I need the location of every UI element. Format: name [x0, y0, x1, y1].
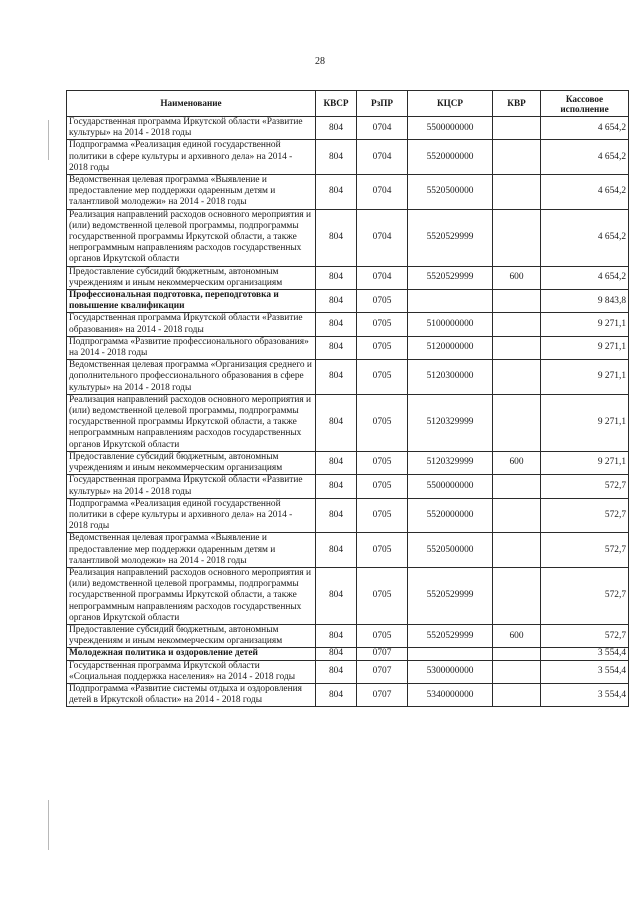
- cell-kcsr: 5300000000: [408, 660, 493, 683]
- cell-kcsr: 5520500000: [408, 175, 493, 210]
- cell-name: Подпрограмма «Развитие системы отдыха и оздоровления детей в Иркутской области» на 2014 - 2018 годы: [67, 683, 316, 706]
- table-row: [67, 475, 629, 498]
- table-header-row: [67, 91, 629, 117]
- cell-rzpr: 0705: [357, 451, 408, 474]
- cell-kvsr: 804: [316, 117, 357, 140]
- cell-name: Реализация направлений расходов основного мероприятия и (или) ведомственной целевой программы, подпрограммы государственной программы Иркутской области, а также непрограммным направлениям расходов государственных органов Иркутской области: [67, 567, 316, 624]
- cell-kvsr: 804: [316, 175, 357, 210]
- cell-name: Государственная программа Иркутской области «Развитие образования» на 2014 - 2018 годы: [67, 313, 316, 336]
- cell-amount: 4 654,2: [541, 266, 629, 289]
- cell-kcsr: 5520500000: [408, 533, 493, 568]
- cell-kvr: [493, 683, 541, 706]
- cell-amount: 572,7: [541, 533, 629, 568]
- cell-rzpr: 0705: [357, 567, 408, 624]
- cell-kcsr: 5120300000: [408, 360, 493, 395]
- cell-amount: 3 554,4: [541, 683, 629, 706]
- cell-kvr: [493, 648, 541, 660]
- cell-kcsr: 5520000000: [408, 140, 493, 175]
- cell-kcsr: 5520529999: [408, 209, 493, 266]
- cell-amount: 4 654,2: [541, 175, 629, 210]
- cell-amount: 9 271,1: [541, 336, 629, 359]
- cell-kvr: [493, 498, 541, 533]
- cell-amount: 3 554,4: [541, 660, 629, 683]
- header-kcsr: КЦСР: [408, 91, 493, 117]
- cell-kcsr: [408, 648, 493, 660]
- cell-rzpr: 0704: [357, 175, 408, 210]
- cell-rzpr: 0704: [357, 209, 408, 266]
- cell-kvsr: 804: [316, 266, 357, 289]
- cell-kvr: [493, 336, 541, 359]
- cell-name: Ведомственная целевая программа «Организация среднего и дополнительного профессионального образования в сфере культуры» на 2014 - 2018 годы: [67, 360, 316, 395]
- cell-kvsr: 804: [316, 498, 357, 533]
- table-row: [67, 394, 629, 451]
- cell-amount: 4 654,2: [541, 209, 629, 266]
- cell-kvr: [493, 567, 541, 624]
- cell-name: Подпрограмма «Реализация единой государственной политики в сфере культуры и архивного дела» на 2014 - 2018 годы: [67, 140, 316, 175]
- cell-kvr: [493, 313, 541, 336]
- cell-amount: 9 271,1: [541, 394, 629, 451]
- cell-kvsr: 804: [316, 567, 357, 624]
- cell-kvsr: 804: [316, 140, 357, 175]
- table-row: [67, 624, 629, 647]
- table-row: [67, 683, 629, 706]
- cell-kcsr: [408, 290, 493, 313]
- cell-kvsr: 804: [316, 451, 357, 474]
- cell-kvr: [493, 175, 541, 210]
- cell-kvsr: 804: [316, 313, 357, 336]
- cell-amount: 4 654,2: [541, 117, 629, 140]
- header-amount: Кассовое исполнение: [541, 91, 629, 117]
- binding-margin-line: [48, 120, 49, 160]
- cell-kvr: [493, 117, 541, 140]
- cell-name: Государственная программа Иркутской области «Развитие культуры» на 2014 - 2018 годы: [67, 475, 316, 498]
- cell-kcsr: 5340000000: [408, 683, 493, 706]
- cell-name: Государственная программа Иркутской области «Развитие культуры» на 2014 - 2018 годы: [67, 117, 316, 140]
- cell-kvsr: 804: [316, 209, 357, 266]
- table-row: [67, 498, 629, 533]
- cell-kcsr: 5520529999: [408, 567, 493, 624]
- cell-rzpr: 0704: [357, 117, 408, 140]
- table-row: [67, 336, 629, 359]
- table-row: [67, 648, 629, 660]
- cell-kcsr: 5520000000: [408, 498, 493, 533]
- cell-kvsr: 804: [316, 683, 357, 706]
- cell-rzpr: 0705: [357, 290, 408, 313]
- cell-kvr: [493, 475, 541, 498]
- table-row: [67, 567, 629, 624]
- cell-kvr: [493, 290, 541, 313]
- cell-rzpr: 0707: [357, 683, 408, 706]
- cell-kvsr: 804: [316, 394, 357, 451]
- cell-kcsr: 5500000000: [408, 475, 493, 498]
- cell-rzpr: 0705: [357, 498, 408, 533]
- cell-name: Молодежная политика и оздоровление детей: [67, 648, 316, 660]
- cell-rzpr: 0705: [357, 533, 408, 568]
- table-row: [67, 290, 629, 313]
- table-row: [67, 209, 629, 266]
- table-row: [67, 451, 629, 474]
- cell-kcsr: 5100000000: [408, 313, 493, 336]
- cell-amount: 9 843,8: [541, 290, 629, 313]
- cell-kcsr: 5520529999: [408, 624, 493, 647]
- header-kvr: КВР: [493, 91, 541, 117]
- cell-kcsr: 5120329999: [408, 394, 493, 451]
- cell-rzpr: 0707: [357, 660, 408, 683]
- cell-amount: 3 554,4: [541, 648, 629, 660]
- cell-amount: 4 654,2: [541, 140, 629, 175]
- cell-kvr: [493, 660, 541, 683]
- cell-kvr: 600: [493, 451, 541, 474]
- cell-kcsr: 5500000000: [408, 117, 493, 140]
- cell-kvsr: 804: [316, 660, 357, 683]
- cell-rzpr: 0705: [357, 336, 408, 359]
- cell-kvsr: 804: [316, 360, 357, 395]
- cell-kvr: 600: [493, 266, 541, 289]
- cell-amount: 572,7: [541, 624, 629, 647]
- cell-kvr: 600: [493, 624, 541, 647]
- table-row: [67, 175, 629, 210]
- cell-name: Предоставление субсидий бюджетным, автономным учреждениям и иным некоммерческим организациям: [67, 451, 316, 474]
- cell-kvr: [493, 394, 541, 451]
- cell-kvr: [493, 533, 541, 568]
- cell-name: Подпрограмма «Развитие профессионального образования» на 2014 - 2018 годы: [67, 336, 316, 359]
- cell-kvr: [493, 360, 541, 395]
- cell-rzpr: 0705: [357, 313, 408, 336]
- cell-name: Подпрограмма «Реализация единой государственной политики в сфере культуры и архивного дела» на 2014 - 2018 годы: [67, 498, 316, 533]
- budget-table: [66, 90, 629, 707]
- cell-rzpr: 0704: [357, 140, 408, 175]
- header-rzpr: РзПР: [357, 91, 408, 117]
- cell-name: Профессиональная подготовка, переподготовка и повышение квалификации: [67, 290, 316, 313]
- cell-kvr: [493, 140, 541, 175]
- cell-kvsr: 804: [316, 648, 357, 660]
- cell-rzpr: 0705: [357, 475, 408, 498]
- cell-amount: 9 271,1: [541, 313, 629, 336]
- cell-rzpr: 0705: [357, 360, 408, 395]
- cell-amount: 9 271,1: [541, 360, 629, 395]
- table-row: [67, 140, 629, 175]
- cell-name: Реализация направлений расходов основного мероприятия и (или) ведомственной целевой программы, подпрограммы государственной программы Иркутской области, а также непрограммным направлениям расходов государственных органов Иркутской области: [67, 394, 316, 451]
- cell-kvsr: 804: [316, 624, 357, 647]
- cell-kcsr: 5120000000: [408, 336, 493, 359]
- cell-name: Ведомственная целевая программа «Выявление и предоставление мер поддержки одаренным детям и талантливой молодежи» на 2014 - 2018 годы: [67, 175, 316, 210]
- cell-amount: 572,7: [541, 567, 629, 624]
- table-row: [67, 313, 629, 336]
- table-row: [67, 660, 629, 683]
- cell-name: Предоставление субсидий бюджетным, автономным учреждениям и иным некоммерческим организациям: [67, 266, 316, 289]
- cell-kcsr: 5520529999: [408, 266, 493, 289]
- cell-name: Ведомственная целевая программа «Выявление и предоставление мер поддержки одаренным детям и талантливой молодежи» на 2014 - 2018 годы: [67, 533, 316, 568]
- cell-amount: 572,7: [541, 498, 629, 533]
- cell-name: Предоставление субсидий бюджетным, автономным учреждениям и иным некоммерческим организациям: [67, 624, 316, 647]
- cell-kvsr: 804: [316, 475, 357, 498]
- table-row: [67, 117, 629, 140]
- cell-rzpr: 0707: [357, 648, 408, 660]
- binding-margin-line: [48, 800, 49, 850]
- cell-kvr: [493, 209, 541, 266]
- cell-name: Реализация направлений расходов основного мероприятия и (или) ведомственной целевой программы, подпрограммы государственной программы Иркутской области, а также непрограммным направлениям расходов государственных органов Иркутской области: [67, 209, 316, 266]
- cell-kvsr: 804: [316, 336, 357, 359]
- cell-kcsr: 5120329999: [408, 451, 493, 474]
- cell-rzpr: 0704: [357, 266, 408, 289]
- cell-amount: 9 271,1: [541, 451, 629, 474]
- table-row: [67, 360, 629, 395]
- table-row: [67, 533, 629, 568]
- page-number: 28: [315, 56, 325, 67]
- cell-kvsr: 804: [316, 290, 357, 313]
- cell-rzpr: 0705: [357, 394, 408, 451]
- cell-amount: 572,7: [541, 475, 629, 498]
- cell-kvsr: 804: [316, 533, 357, 568]
- table-row: [67, 266, 629, 289]
- cell-name: Государственная программа Иркутской области «Социальная поддержка населения» на 2014 - 2018 годы: [67, 660, 316, 683]
- header-kvsr: КВСР: [316, 91, 357, 117]
- header-name: Наименование: [67, 91, 316, 117]
- cell-rzpr: 0705: [357, 624, 408, 647]
